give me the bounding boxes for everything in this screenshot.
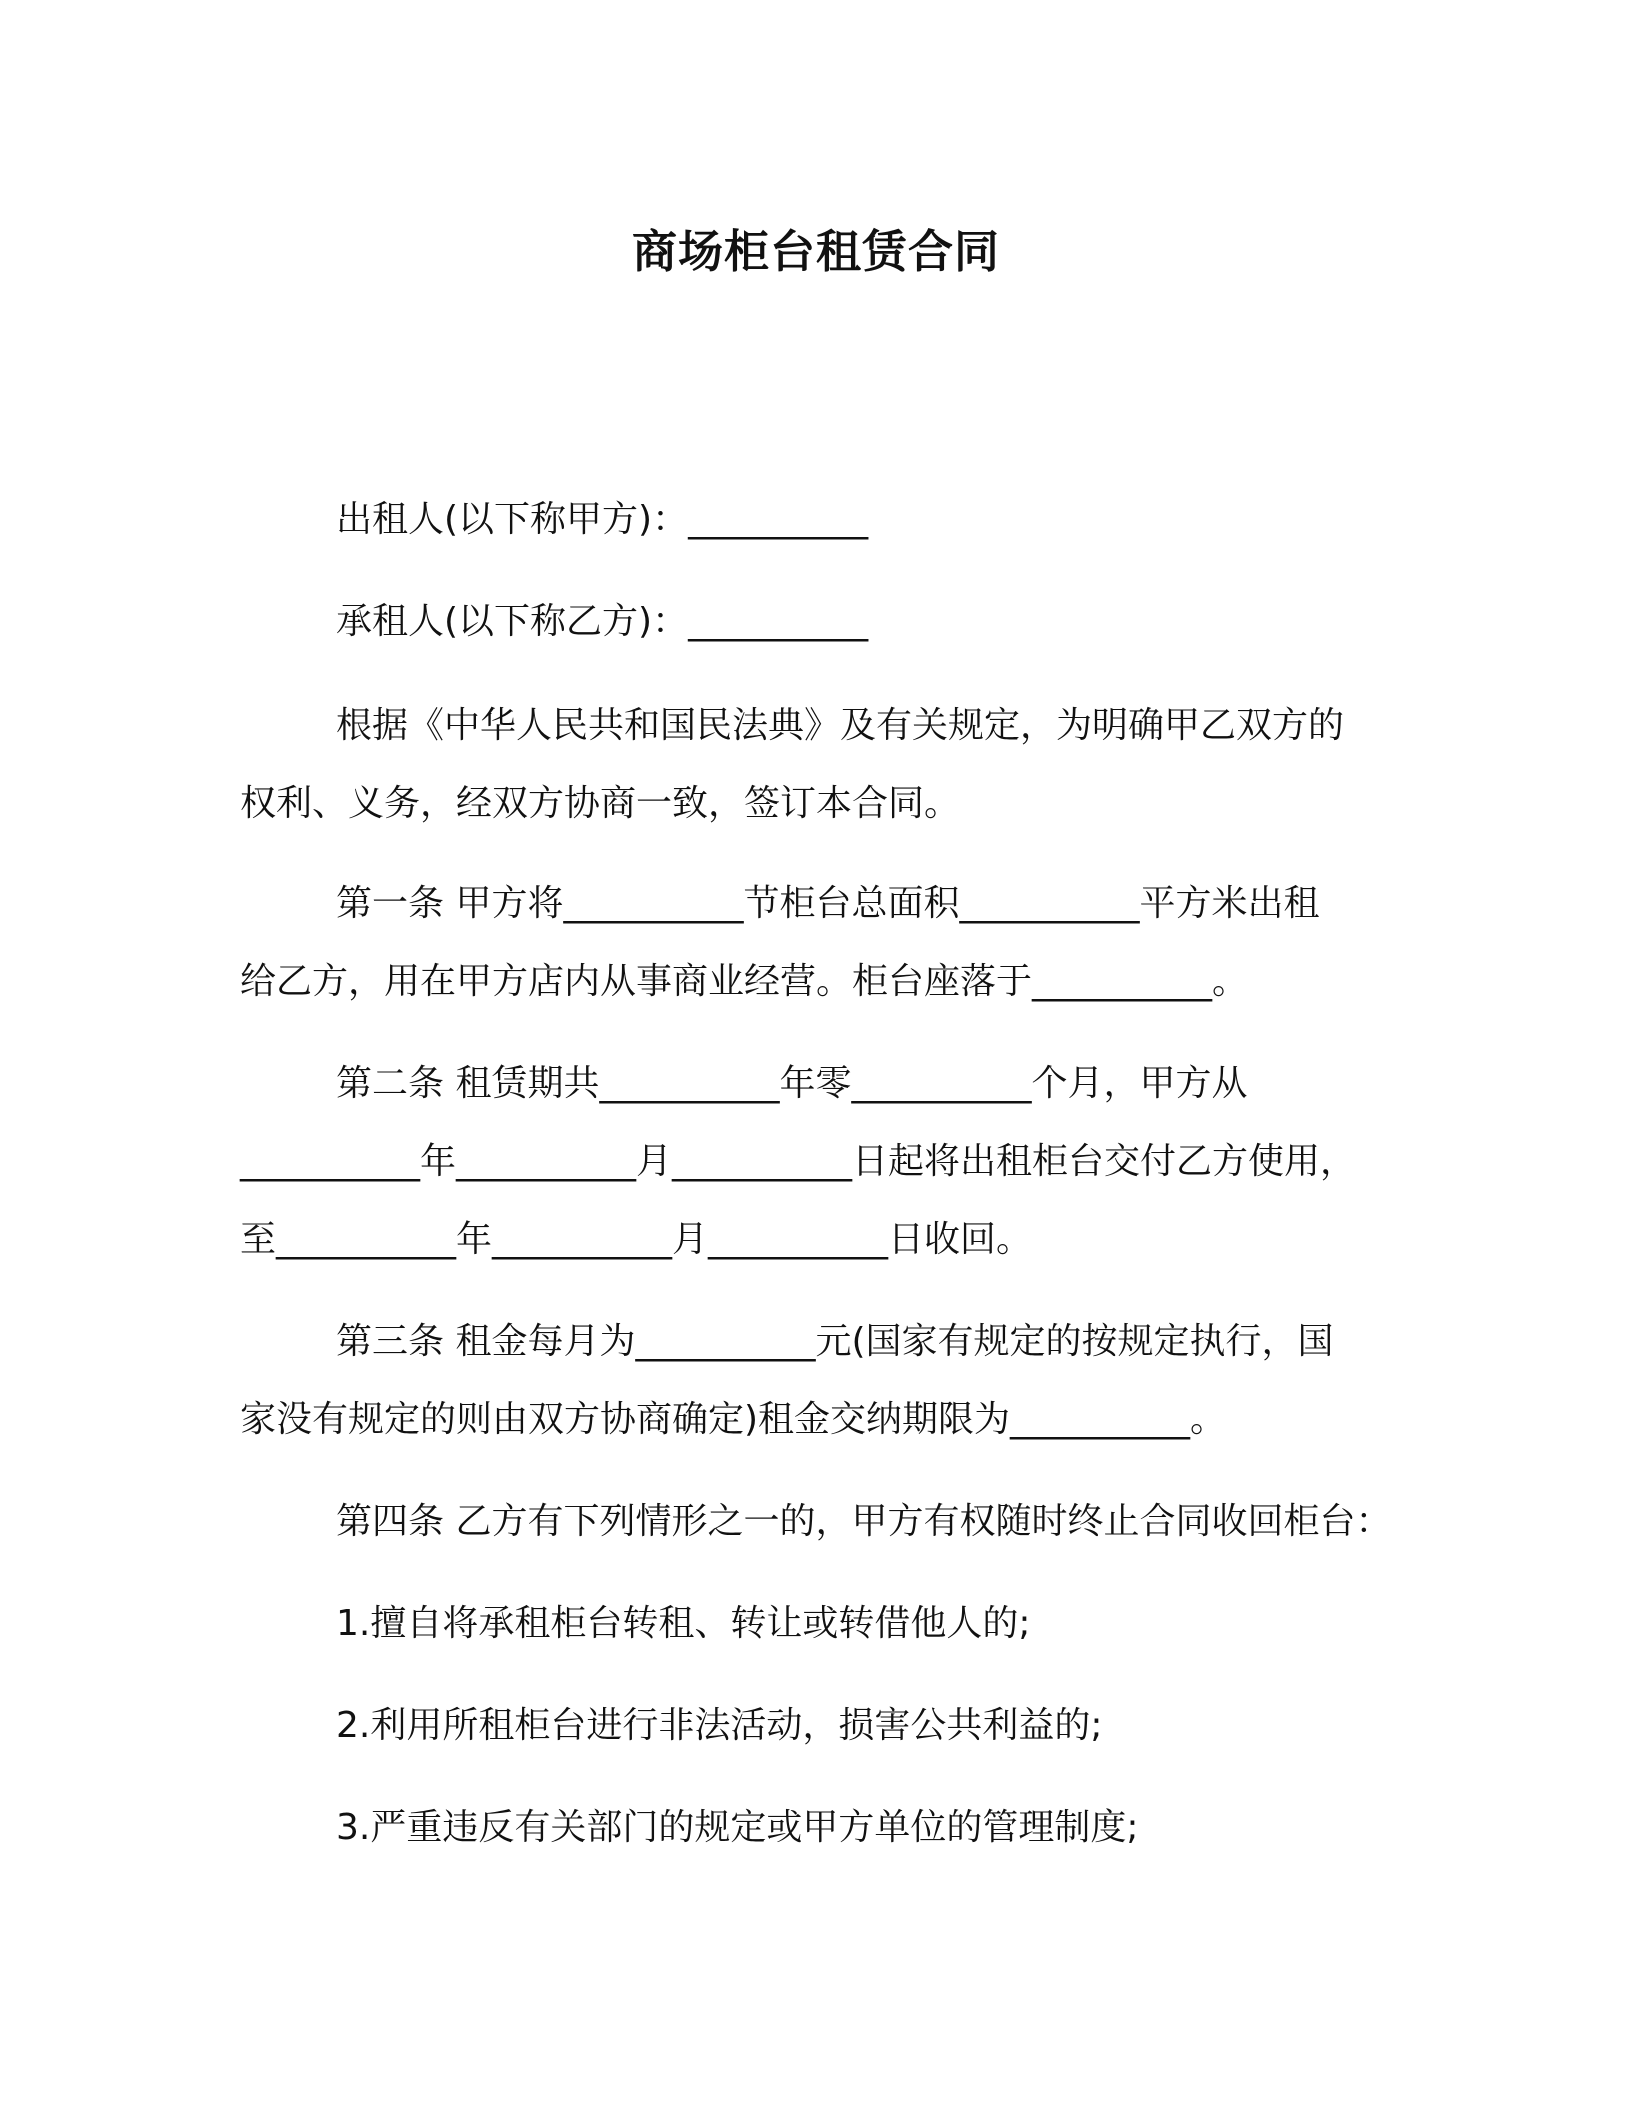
article-4-item-3: 3.严重违反有关部门的规定或甲方单位的管理制度;	[336, 1807, 1139, 1848]
article-1-line-1: 第一条 甲方将__________节柜台总面积__________平方米出租	[336, 883, 1320, 924]
lessor-line: 出租人(以下称甲方)：__________	[336, 499, 869, 540]
article-2-line-3: 至__________年__________月__________日收回。	[240, 1219, 1033, 1260]
preamble-line-2: 权利、义务，经双方协商一致，签订本合同。	[240, 783, 961, 824]
article-4-line-1: 第四条 乙方有下列情形之一的，甲方有权随时终止合同收回柜台：	[336, 1501, 1392, 1542]
document-title: 商场柜台租赁合同	[631, 225, 1000, 278]
preamble-line-1: 根据《中华人民共和国民法典》及有关规定，为明确甲乙双方的	[336, 705, 1345, 746]
article-3-line-1: 第三条 租金每月为__________元(国家有规定的按规定执行，国	[336, 1321, 1334, 1362]
article-4-item-1: 1.擅自将承租柜台转租、转让或转借他人的;	[336, 1603, 1031, 1644]
article-4-item-2: 2.利用所租柜台进行非法活动，损害公共利益的;	[336, 1705, 1103, 1746]
lessee-line: 承租人(以下称乙方)：__________	[336, 601, 869, 642]
article-1-line-2: 给乙方，用在甲方店内从事商业经营。柜台座落于__________。	[240, 961, 1249, 1002]
article-2-line-2: __________年__________月__________日起将出租柜台交付乙方使用，	[240, 1141, 1357, 1182]
article-3-line-2: 家没有规定的则由双方协商确定)租金交纳期限为__________。	[240, 1399, 1227, 1440]
article-2-line-1: 第二条 租赁期共__________年零__________个月，甲方从	[336, 1063, 1248, 1104]
